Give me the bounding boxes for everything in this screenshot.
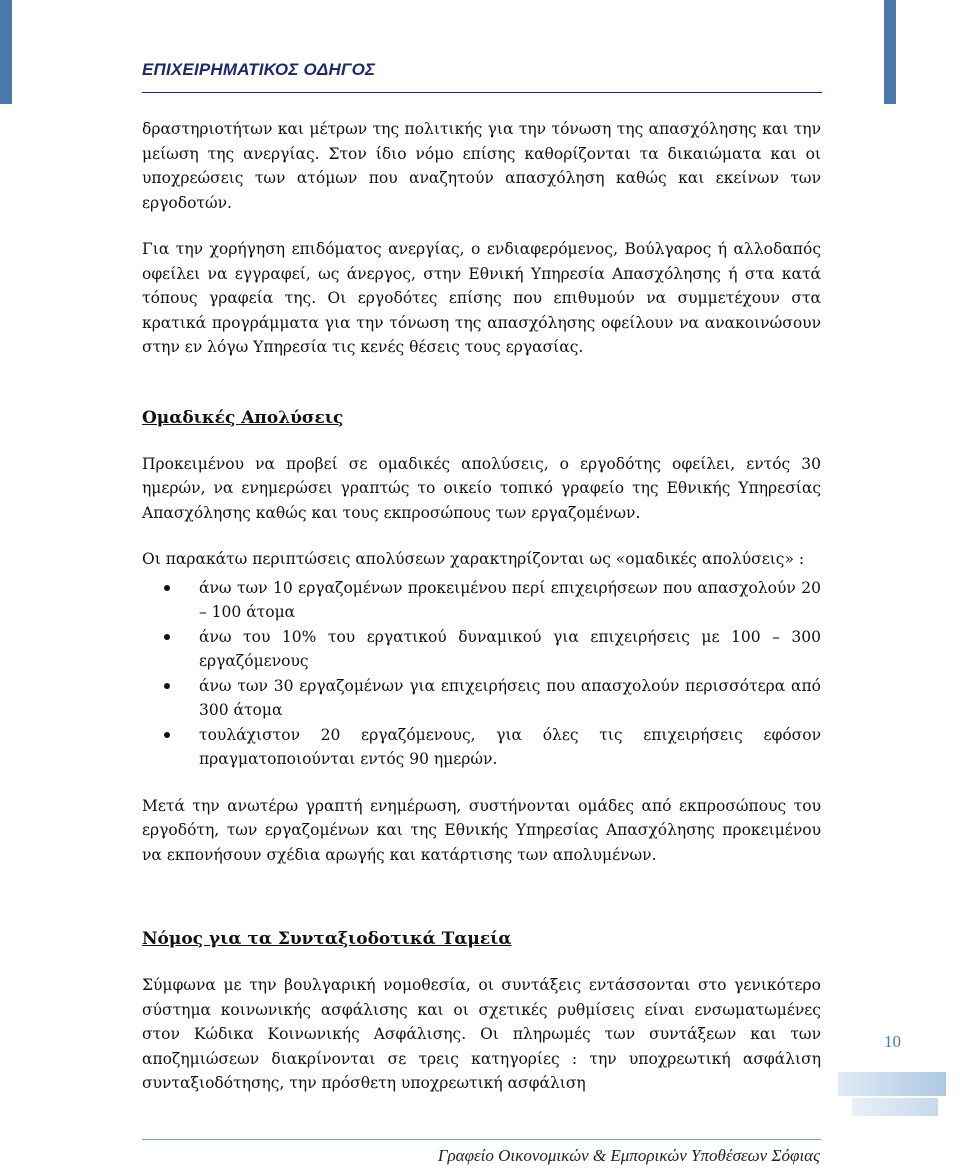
list-item: άνω των 10 εργαζομένων προκειμένου περί επιχειρήσεων που απασχολούν 20 – 100 άτομα [142,576,821,624]
list-item: άνω των 30 εργαζομένων για επιχειρήσεις που απασχολούν περισσότερα από 300 άτομα [142,674,821,722]
decorative-strip [852,1098,938,1116]
list-item: τουλάχιστον 20 εργαζόμενους, για όλες τις επιχειρήσεις εφόσον πραγματοποιούνται εντός 90 ημερών. [142,723,821,771]
paragraph-working-groups: Μετά την ανωτέρω γραπτή ενημέρωση, συστήνονται ομάδες από εκπροσώπους του εργοδότη, των εργαζομένων και της Εθνικής Υπηρεσίας Απασχόλησης προκειμένου να εκπονήσουν σχέδια αρωγής και κατάρτισης των απολυμένων. [142,796,821,864]
paragraph-pension-law: Σύμφωνα με την βουλγαρική νομοθεσία, οι συντάξεις εντάσσονται στο γενικότερο σύστημα κοινωνικής ασφάλισης και οι σχετικές ρυθμίσεις είναι ενσωματωμένες στον Κώδικα Κοινωνικής Ασφάλισης. Οι πληρωμές των συντάξεων και των αποζημιώσεων διακρίνονται σε τρεις κατηγορίες : την υποχρεωτική ασφάλιση συνταξιοδότησης, την πρόσθετη υποχρεωτική ασφάλιση [142,976,821,1092]
paragraph-dismissal-cases-intro: Οι παρακάτω περιπτώσεις απολύσεων χαρακτηρίζονται ως «ομαδικές απολύσεις» : [142,550,805,568]
page-number: 10 [884,1032,901,1051]
paragraph-unemployment-benefit: Για την χορήγηση επιδόματος ανεργίας, ο ενδιαφερόμενος, Βούλγαρος ή αλλοδαπός οφείλει να εγγραφεί, ως άνεργος, στην Εθνική Υπηρεσία Απασχόλησης ή στα κατά τόπους γραφεία της. Οι εργοδότες επίσης που επιθυμούν να συμμετέχουν στα κρατικά προγράμματα για την τόνωση της απασχόλησης οφείλουν να ανακοινώσουν στην εν λόγω Υπηρεσία τις κενές θέσεις τους εργασίας. [142,240,821,356]
bullet-icon [164,585,170,591]
right-edge-bar [884,0,896,104]
dismissal-cases-list [142,576,821,771]
header-title: ΕΠΙΧΕΙΡΗΜΑΤΙΚΟΣ ΟΔΗΓΟΣ [142,60,376,79]
list-item: άνω του 10% του εργατικού δυναμικού για επιχειρήσεις με 100 – 300 εργαζόμενους [142,625,821,673]
bullet-icon [164,732,170,738]
bullet-icon [164,634,170,640]
footer-rule [142,1139,821,1140]
section-heading-text: Ομαδικές Απολύσεις [142,407,344,428]
section-heading-pension-funds [142,927,821,951]
footer-text: Γραφείο Οικονομικών & Εμπορικών Υποθέσεων Σόφιας [437,1146,820,1165]
document-body [142,117,821,1096]
left-edge-bar [0,0,12,104]
bullet-icon [164,683,170,689]
header-rule [142,92,822,93]
decorative-strip [838,1072,946,1096]
section-heading-collective-dismissals [142,406,821,430]
paragraph-intro-continued: δραστηριοτήτων και μέτρων της πολιτικής για την τόνωση της απασχόλησης και την μείωση της ανεργίας. Στον ίδιο νόμο επίσης καθορίζονται τα δικαιώματα και οι υποχρεώσεις των ατόμων που αναζητούν απασχόληση καθώς και εκείνων των εργοδοτών. [142,120,821,212]
section-heading-text: Νόμος για τα Συνταξιοδοτικά Ταμεία [142,929,512,949]
paragraph-dismissal-procedure: Προκειμένου να προβεί σε ομαδικές απολύσεις, ο εργοδότης οφείλει, εντός 30 ημερών, να ενημερώσει γραπτώς το οικείο τοπικό γραφείο της Εθνικής Υπηρεσίας Απασχόλησης καθώς και τους εκπροσώπους των εργαζομένων. [142,454,821,522]
